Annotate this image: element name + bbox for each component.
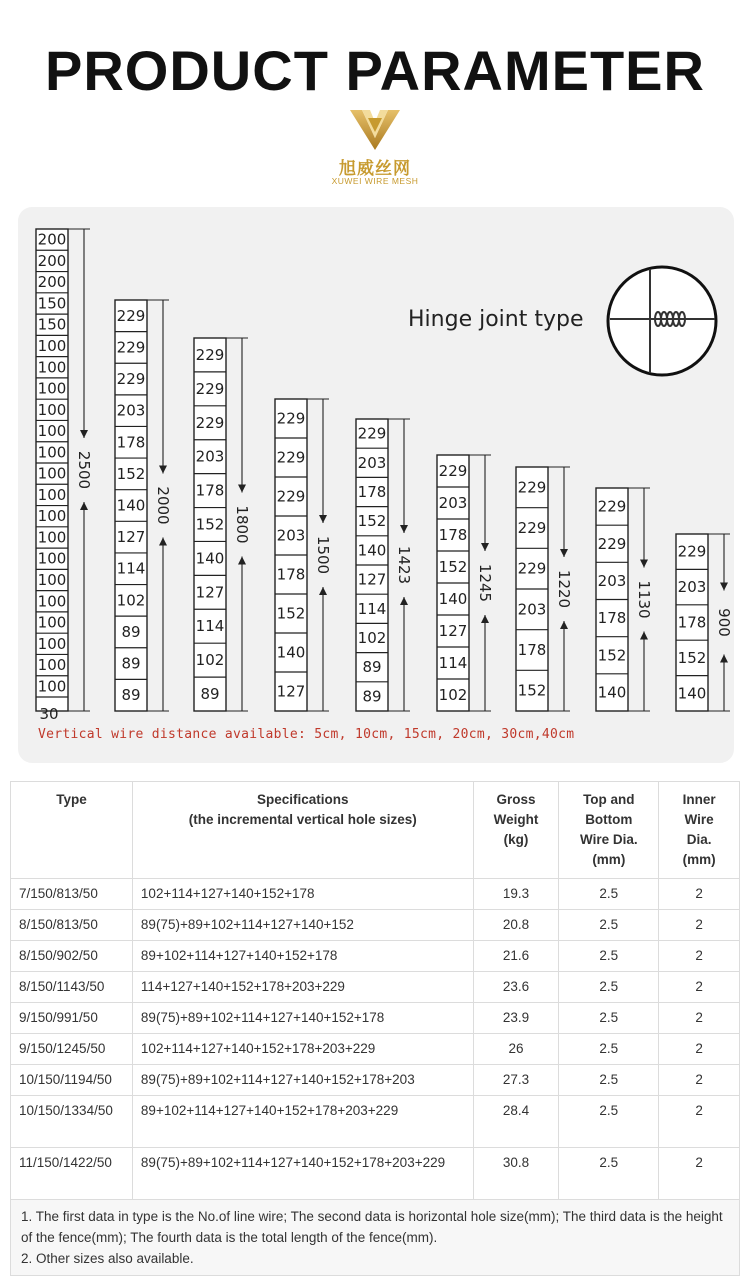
cell-value: 203 [597, 571, 627, 590]
cell-inner-wire: 2 [659, 1034, 740, 1065]
header-top-bottom-wire: Top and Bottom Wire Dia. (mm) [559, 782, 659, 879]
cell-inner-wire: 2 [659, 941, 740, 972]
cell-top-wire: 2.5 [559, 1065, 659, 1096]
table-notes-row [11, 1200, 740, 1276]
cell-value: 114 [357, 599, 387, 618]
cell-inner-wire: 2 [659, 879, 740, 910]
table-row [11, 1003, 740, 1034]
cell-value: 203 [357, 453, 387, 472]
cell-value: 140 [276, 643, 306, 662]
cell-value: 203 [517, 600, 547, 619]
fence-column [676, 534, 733, 711]
cell-inner-wire: 2 [659, 1148, 740, 1200]
cell-value: 89 [121, 622, 141, 641]
cell-value: 229 [517, 478, 547, 497]
cell-value: 100 [37, 571, 67, 589]
cell-inner-wire: 2 [659, 910, 740, 941]
cell-value: 200 [37, 251, 67, 270]
cell-value: 100 [37, 379, 67, 398]
vertical-wire-note: Vertical wire distance available: 5cm, 10cm, 15cm, 20cm, 30cm,40cm [38, 727, 575, 742]
height-label: 1245 [476, 563, 494, 603]
cell-spec: 89+102+114+127+140+152+178+203+229 [132, 1096, 473, 1148]
cell-value: 100 [37, 677, 67, 696]
cell-top-wire: 2.5 [559, 1096, 659, 1148]
cell-value: 229 [116, 306, 146, 325]
cell-value: 178 [276, 565, 306, 584]
cell-value: 152 [276, 604, 306, 623]
cell-value: 229 [195, 345, 225, 364]
brand-name-en: XUWEI WIRE MESH [331, 176, 419, 186]
cell-value: 229 [597, 534, 627, 553]
fence-column [596, 488, 653, 711]
fence-column [356, 419, 413, 711]
page-title: PRODUCT PARAMETER [45, 39, 705, 102]
cell-value: 203 [677, 578, 707, 597]
cell-value: 127 [276, 682, 306, 701]
cell-inner-wire: 2 [659, 1003, 740, 1034]
cell-value: 229 [276, 448, 306, 467]
hinge-joint-label: Hinge joint type [408, 307, 584, 332]
height-label: 1130 [635, 580, 653, 619]
cell-value: 200 [37, 230, 67, 249]
fence-column [275, 399, 332, 711]
cell-top-wire: 2.5 [559, 972, 659, 1003]
cell-weight: 30.8 [473, 1148, 559, 1200]
height-label: 1220 [555, 569, 573, 609]
cell-spec: 89(75)+89+102+114+127+140+152+178+203+229 [132, 1148, 473, 1200]
cell-value: 127 [438, 622, 468, 640]
height-label: 2500 [75, 450, 93, 490]
cell-spec: 89(75)+89+102+114+127+140+152+178+203 [132, 1065, 473, 1096]
height-label: 1800 [233, 505, 251, 544]
cell-value: 140 [597, 683, 627, 702]
fence-column [194, 338, 251, 711]
cell-value: 100 [37, 528, 67, 547]
cell-weight: 27.3 [473, 1065, 559, 1096]
cell-value: 127 [195, 583, 225, 602]
cell-value: 178 [357, 483, 387, 501]
cell-weight: 28.4 [473, 1096, 559, 1148]
cell-value: 102 [438, 686, 468, 704]
table-row [11, 941, 740, 972]
height-label: 1423 [395, 545, 413, 585]
spec-table [10, 781, 740, 1276]
cell-value: 140 [116, 496, 146, 515]
header-inner-wire: Inner Wire Dia. (mm) [659, 782, 740, 879]
cell-value: 100 [37, 507, 67, 526]
header-spec: Specifications (the incremental vertical hole sizes) [132, 782, 473, 879]
table-row [11, 1096, 740, 1148]
cell-value: 89 [121, 654, 141, 673]
cell-value: 114 [438, 654, 468, 672]
cell-type: 10/150/1194/50 [11, 1065, 133, 1096]
cell-value: 178 [438, 526, 468, 544]
height-label: 2000 [154, 486, 172, 525]
cell-type: 9/150/1245/50 [11, 1034, 133, 1065]
cell-value: 100 [37, 634, 67, 653]
fence-column [115, 300, 172, 711]
table-row [11, 1065, 740, 1096]
cell-value: 229 [517, 559, 547, 578]
cell-value: 229 [116, 370, 146, 389]
cell-value: 229 [116, 338, 146, 357]
table-row [11, 879, 740, 910]
cell-value: 229 [517, 519, 547, 537]
cell-value: 152 [677, 648, 707, 667]
cell-value: 229 [438, 462, 468, 480]
cell-value: 89 [362, 658, 382, 677]
cell-value: 152 [597, 646, 627, 665]
cell-inner-wire: 2 [659, 972, 740, 1003]
cell-value: 100 [37, 422, 67, 441]
cell-type: 9/150/991/50 [11, 1003, 133, 1034]
cell-value: 114 [195, 617, 225, 636]
cell-value: 102 [195, 651, 225, 670]
fence-column [437, 455, 494, 711]
cell-top-wire: 2.5 [559, 1034, 659, 1065]
cell-value: 150 [37, 315, 67, 334]
cell-spec: 89(75)+89+102+114+127+140+152+178 [132, 1003, 473, 1034]
cell-top-wire: 2.5 [559, 941, 659, 972]
cell-value: 114 [116, 559, 146, 578]
cell-spec: 89+102+114+127+140+152+178 [132, 941, 473, 972]
hinge-joint-icon [608, 267, 716, 375]
cell-value: 178 [195, 481, 225, 500]
fence-dimension-diagram [18, 207, 734, 763]
cell-value: 127 [116, 528, 146, 547]
cell-inner-wire: 2 [659, 1065, 740, 1096]
cell-value: 140 [677, 684, 707, 703]
cell-value: 89 [200, 685, 220, 704]
cell-spec: 102+114+127+140+152+178+203+229 [132, 1034, 473, 1065]
cell-value: 229 [276, 409, 306, 428]
cell-value: 100 [37, 337, 67, 355]
cell-inner-wire: 2 [659, 1096, 740, 1148]
note-line: 1. The first data in type is the No.of line wire; The second data is horizontal hole size(mm); The third data is the height of the fence(mm); The fourth data is the total length of the fence(mm). [21, 1209, 723, 1245]
cell-value: 229 [357, 424, 387, 443]
cell-value: 100 [37, 358, 67, 377]
fence-column [516, 467, 573, 711]
cell-type: 10/150/1334/50 [11, 1096, 133, 1148]
table-notes [11, 1200, 740, 1276]
cell-value: 203 [276, 526, 306, 545]
cell-value: 89 [362, 687, 382, 706]
logo-mark-icon [348, 108, 402, 152]
table-row [11, 1148, 740, 1200]
cell-type: 8/150/1143/50 [11, 972, 133, 1003]
height-label: 1500 [314, 535, 332, 575]
cell-value: 152 [517, 681, 547, 700]
cell-value: 229 [195, 379, 225, 398]
cell-value: 100 [37, 464, 67, 483]
cell-value: 100 [37, 400, 67, 419]
cell-weight: 21.6 [473, 941, 559, 972]
cell-value: 203 [438, 494, 468, 512]
cell-value: 229 [677, 542, 707, 561]
cell-type: 8/150/902/50 [11, 941, 133, 972]
cell-top-wire: 2.5 [559, 1003, 659, 1034]
cell-weight: 19.3 [473, 879, 559, 910]
cell-top-wire: 2.5 [559, 910, 659, 941]
cell-top-wire: 2.5 [559, 1148, 659, 1200]
brand-name-cn: 旭威丝网 [339, 159, 411, 179]
cell-value: 100 [37, 485, 67, 504]
cell-weight: 26 [473, 1034, 559, 1065]
cell-value: 203 [116, 401, 146, 420]
cell-value: 178 [517, 641, 547, 659]
note-line: 2. Other sizes also available. [21, 1251, 194, 1266]
height-label: 900 [715, 608, 733, 637]
cell-value: 150 [37, 294, 67, 313]
cell-weight: 20.8 [473, 910, 559, 941]
cell-value: 152 [116, 464, 146, 483]
cell-value: 140 [438, 590, 468, 608]
cell-weight: 23.6 [473, 972, 559, 1003]
cell-weight: 23.9 [473, 1003, 559, 1034]
header-weight: Gross Weight (kg) [473, 782, 559, 879]
cell-value: 102 [116, 591, 146, 610]
cell-value: 178 [116, 433, 146, 452]
cell-value: 229 [195, 413, 225, 432]
cell-value: 200 [37, 273, 67, 292]
brand-logo [300, 108, 450, 188]
fence-column [36, 229, 93, 723]
cell-spec: 89(75)+89+102+114+127+140+152 [132, 910, 473, 941]
cell-value: 203 [195, 447, 225, 466]
cell-value: 140 [357, 541, 387, 560]
header-type: Type [11, 782, 133, 879]
table-row [11, 972, 740, 1003]
cell-value: 100 [37, 549, 67, 568]
cell-value: 127 [357, 570, 387, 589]
cell-value: 100 [37, 656, 67, 675]
cell-value: 100 [37, 443, 67, 462]
cell-value: 229 [597, 497, 627, 516]
cell-value: 100 [37, 592, 67, 611]
cell-value: 152 [357, 512, 387, 531]
cell-type: 8/150/813/50 [11, 910, 133, 941]
cell-top-wire: 2.5 [559, 879, 659, 910]
cell-spec: 114+127+140+152+178+203+229 [132, 972, 473, 1003]
cell-value: 152 [195, 515, 225, 534]
cell-value: 100 [37, 613, 67, 632]
cell-value: 178 [677, 613, 707, 632]
cell-spec: 102+114+127+140+152+178 [132, 879, 473, 910]
fence-columns-svg [18, 207, 734, 763]
cell-value: 102 [357, 629, 387, 647]
cell-value: 152 [438, 558, 468, 576]
cell-type: 7/150/813/50 [11, 879, 133, 910]
table-header-row [11, 782, 740, 879]
cell-value: 140 [195, 549, 225, 568]
cell-value: 229 [276, 487, 306, 506]
table-row [11, 910, 740, 941]
cell-type: 11/150/1422/50 [11, 1148, 133, 1200]
cell-value: 89 [121, 686, 141, 705]
cell-value: 178 [597, 609, 627, 628]
bottom-gap-value: 30 [39, 705, 59, 723]
table-row [11, 1034, 740, 1065]
